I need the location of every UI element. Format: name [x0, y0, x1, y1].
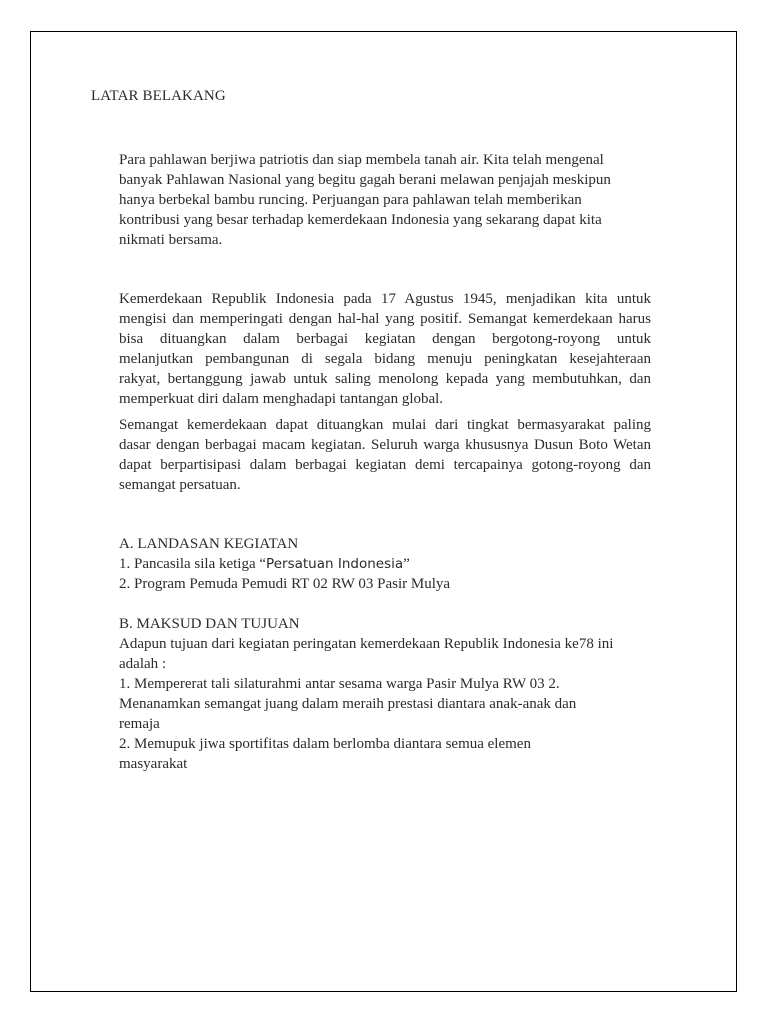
paragraph-line: rakyat, bertanggung jawab untuk saling menolong kepada yang membutuhkan, dan: [119, 371, 651, 387]
paragraph-spirit: [119, 415, 651, 495]
paragraph-line: memperkuat diri dalam menghadapi tantangan global.: [119, 391, 444, 407]
list-item: 2. Memupuk jiwa sportifitas dalam berlomba diantara semua elemen: [119, 736, 531, 752]
paragraph-line: melanjutkan pembangunan di segala bidang menuju peningkatan kesejahteraan: [119, 351, 651, 367]
paragraph-line: Kemerdekaan Republik Indonesia pada 17 Agustus 1945, menjadikan kita untuk: [119, 291, 651, 307]
paragraph-line: Menanamkan semangat juang dalam meraih prestasi diantara anak-anak dan: [119, 696, 577, 712]
list-item-text: 1. Pancasila sila ketiga “: [119, 556, 267, 572]
paragraph-line: masyarakat: [119, 756, 188, 772]
paragraph-line: nikmati bersama.: [119, 232, 223, 248]
paragraph-line: remaja: [119, 716, 160, 732]
paragraph-line: mengisi dan memperingati dengan hal-hal yang positif. Semangat kemerdekaan harus: [119, 311, 651, 327]
section-landasan-kegiatan: [119, 534, 450, 594]
paragraph-line: hanya berbekal bambu runcing. Perjuangan para pahlawan telah memberikan: [119, 192, 582, 208]
page-title: LATAR BELAKANG: [91, 88, 226, 104]
paragraph-intro: [119, 150, 611, 250]
paragraph-line: Adapun tujuan dari kegiatan peringatan kemerdekaan Republik Indonesia ke78 ini: [119, 636, 614, 652]
paragraph-line: adalah :: [119, 656, 167, 672]
paragraph-line: bisa dituangkan dalam berbagai kegiatan dengan bergotong-royong untuk: [119, 331, 651, 347]
list-item-highlight: Persatuan Indonesia: [266, 556, 404, 572]
paragraph-independence: [119, 289, 651, 409]
paragraph-line: kontribusi yang besar terhadap kemerdekaan Indonesia yang sekarang dapat kita: [119, 212, 602, 228]
section-title: B. MAKSUD DAN TUJUAN: [119, 616, 300, 632]
list-item: [119, 554, 450, 574]
paragraph-line: semangat persatuan.: [119, 477, 241, 493]
document-page: [30, 31, 737, 992]
list-item: 2. Program Pemuda Pemudi RT 02 RW 03 Pasir Mulya: [119, 576, 451, 592]
paragraph-line: banyak Pahlawan Nasional yang begitu gagah berani melawan penjajah meskipun: [119, 172, 611, 188]
section-maksud-tujuan: [119, 614, 613, 774]
paragraph-line: Semangat kemerdekaan dapat dituangkan mulai dari tingkat bermasyarakat paling: [119, 417, 651, 433]
paragraph-line: Para pahlawan berjiwa patriotis dan siap membela tanah air. Kita telah mengenal: [119, 152, 604, 168]
section-title: A. LANDASAN KEGIATAN: [119, 536, 299, 552]
paragraph-line: dasar dengan berbagai macam kegiatan. Seluruh warga khususnya Dusun Boto Wetan: [119, 437, 651, 453]
list-item: 1. Mempererat tali silaturahmi antar sesama warga Pasir Mulya RW 03 2.: [119, 676, 560, 692]
paragraph-line: dapat berpartisipasi dalam berbagai kegiatan demi tercapainya gotong-royong dan: [119, 457, 651, 473]
list-item-text: ”: [403, 556, 410, 572]
